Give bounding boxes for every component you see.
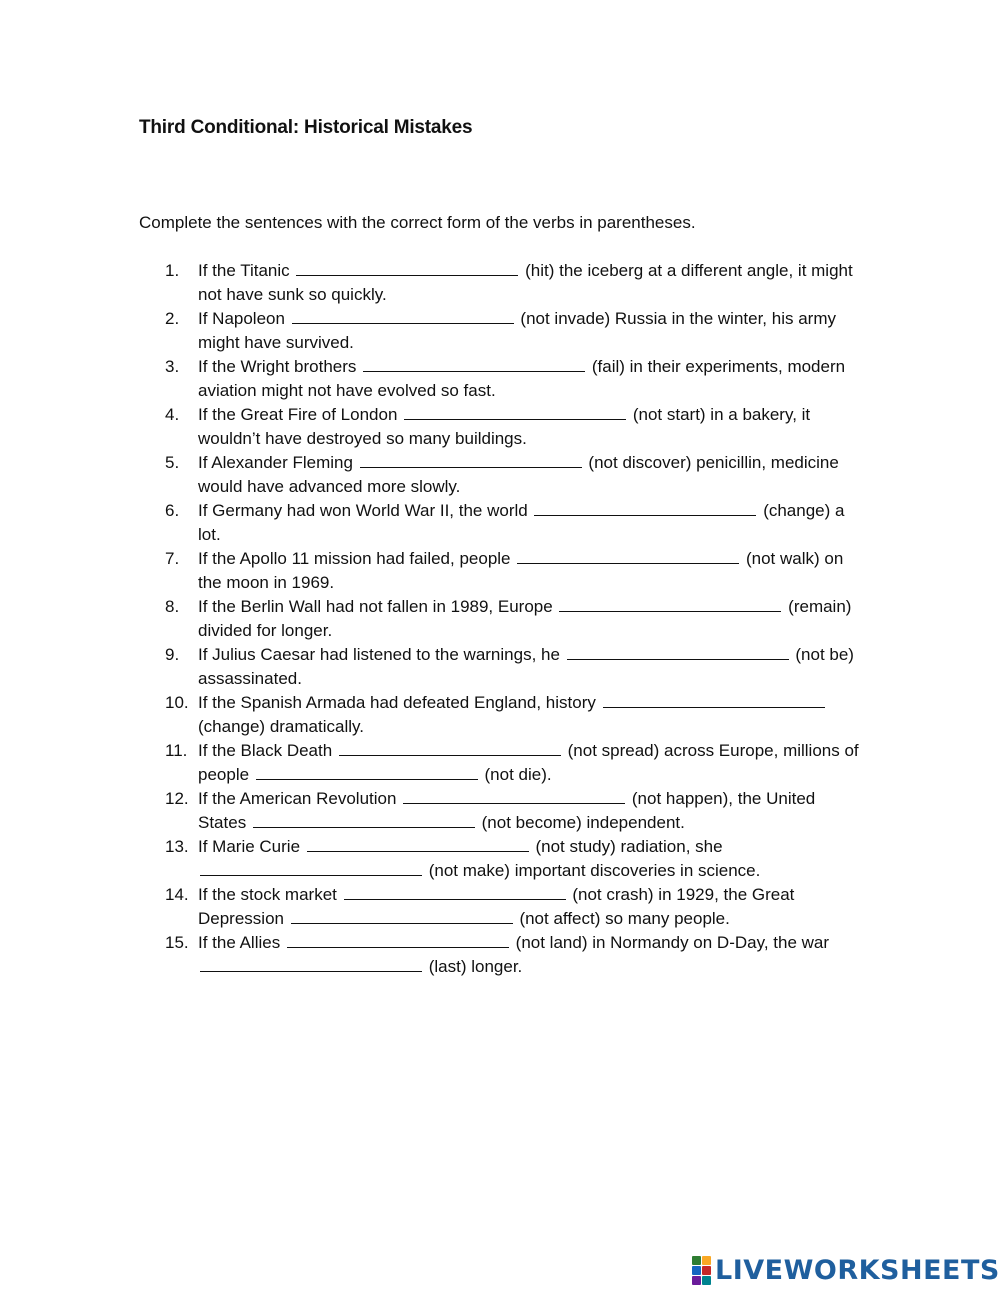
sentence-text: (not study) radiation, she [530,837,723,856]
logo-square [692,1256,701,1265]
logo-square [692,1276,701,1285]
item-number: 3. [165,357,180,376]
exercise-item [165,931,865,979]
exercise-item [165,643,865,691]
answer-blank[interactable] [534,499,756,516]
exercise-item [165,499,865,547]
exercise-item [165,547,865,595]
sentence-text: If the Black Death [198,741,337,760]
sentence-text: If the Spanish Armada had defeated England, history [198,693,601,712]
logo-square [702,1256,711,1265]
item-number: 4. [165,405,180,424]
answer-blank[interactable] [253,811,475,828]
sentence-text: (not walk) on the moon in 1969. [198,549,844,592]
sentence-text: If Marie Curie [198,837,305,856]
item-number: 8. [165,597,180,616]
sentence-text: (not be) assassinated. [198,645,854,688]
sentence-text: If Julius Caesar had listened to the warnings, he [198,645,565,664]
logo-text: LIVEWORKSHEETS [715,1255,1000,1286]
sentence-text: (not affect) so many people. [514,909,730,928]
answer-blank[interactable] [200,859,422,876]
item-number: 1. [165,261,180,280]
exercise-item [165,883,865,931]
sentence-text: (not crash) in 1929, the Great Depression [198,885,795,928]
sentence-text: If the Wright brothers [198,357,362,376]
answer-blank[interactable] [517,547,739,564]
sentence-text: (remain) divided for longer. [198,597,852,640]
liveworksheets-mark-icon [692,1256,711,1285]
sentence-text: (not start) in a bakery, it wouldn’t have destroyed so many buildings. [198,405,811,448]
answer-blank[interactable] [307,835,529,852]
instructions: Complete the sentences with the correct form of the verbs in parentheses. [139,213,696,232]
sentence-text: (not happen), the United States [198,789,816,832]
sentence-text: (not spread) across Europe, millions of people [198,741,859,784]
page-title: Third Conditional: Historical Mistakes [139,117,473,138]
item-number: 5. [165,453,180,472]
logo-square [692,1266,701,1275]
answer-blank[interactable] [559,595,781,612]
sentence-text: If Alexander Fleming [198,453,358,472]
sentence-text: (not die). [479,765,552,784]
sentence-text: If the stock market [198,885,342,904]
sentence-text: (not discover) penicillin, medicine would have advanced more slowly. [198,453,839,496]
logo-square [702,1266,711,1275]
answer-blank[interactable] [567,643,789,660]
answer-blank[interactable] [363,355,585,372]
answer-blank[interactable] [339,739,561,756]
sentence-text: (not invade) Russia in the winter, his army might have survived. [198,309,836,352]
sentence-text: (hit) the iceberg at a different angle, it might not have sunk so quickly. [198,261,853,304]
sentence-text: If Germany had won World War II, the world [198,501,533,520]
sentence-text: If the Great Fire of London [198,405,403,424]
liveworksheets-logo [692,1255,1000,1286]
item-number: 15. [165,933,189,952]
exercise-item [165,739,865,787]
sentence-text: If Napoleon [198,309,290,328]
exercise-item [165,403,865,451]
item-number: 2. [165,309,180,328]
exercise-item [165,691,865,739]
sentence-text: If the Berlin Wall had not fallen in 1989, Europe [198,597,558,616]
sentence-text: (not become) independent. [476,813,685,832]
exercise-item [165,451,865,499]
sentence-text: If the Titanic [198,261,295,280]
answer-blank[interactable] [344,883,566,900]
item-number: 7. [165,549,180,568]
item-number: 10. [165,693,189,712]
item-number: 11. [165,741,188,760]
sentence-text: (not land) in Normandy on D-Day, the war [510,933,830,952]
sentence-text: If the Allies [198,933,285,952]
answer-blank[interactable] [292,307,514,324]
logo-square [702,1276,711,1285]
answer-blank[interactable] [296,259,518,276]
answer-blank[interactable] [256,763,478,780]
answer-blank[interactable] [404,403,626,420]
item-number: 14. [165,885,189,904]
sentence-text: If the American Revolution [198,789,402,808]
answer-blank[interactable] [200,955,422,972]
sentence-text: (change) a lot. [198,501,845,544]
sentence-text: (not make) important discoveries in science. [424,861,761,880]
answer-blank[interactable] [291,907,513,924]
exercise-item [165,595,865,643]
sentence-text: (last) longer. [424,957,523,976]
exercise-item [165,259,865,307]
exercise-item [165,787,865,835]
item-number: 13. [165,837,189,856]
item-number: 9. [165,645,180,664]
sentence-text: (fail) in their experiments, modern aviation might not have evolved so fast. [198,357,846,400]
answer-blank[interactable] [360,451,582,468]
sentence-text: (change) dramatically. [198,717,364,736]
answer-blank[interactable] [287,931,509,948]
exercise-item [165,355,865,403]
item-number: 12. [165,789,189,808]
answer-blank[interactable] [603,691,825,708]
exercise-item [165,835,865,883]
item-number: 6. [165,501,180,520]
sentence-text: If the Apollo 11 mission had failed, people [198,549,516,568]
answer-blank[interactable] [403,787,625,804]
exercise-item [165,307,865,355]
exercise-list [165,259,865,979]
